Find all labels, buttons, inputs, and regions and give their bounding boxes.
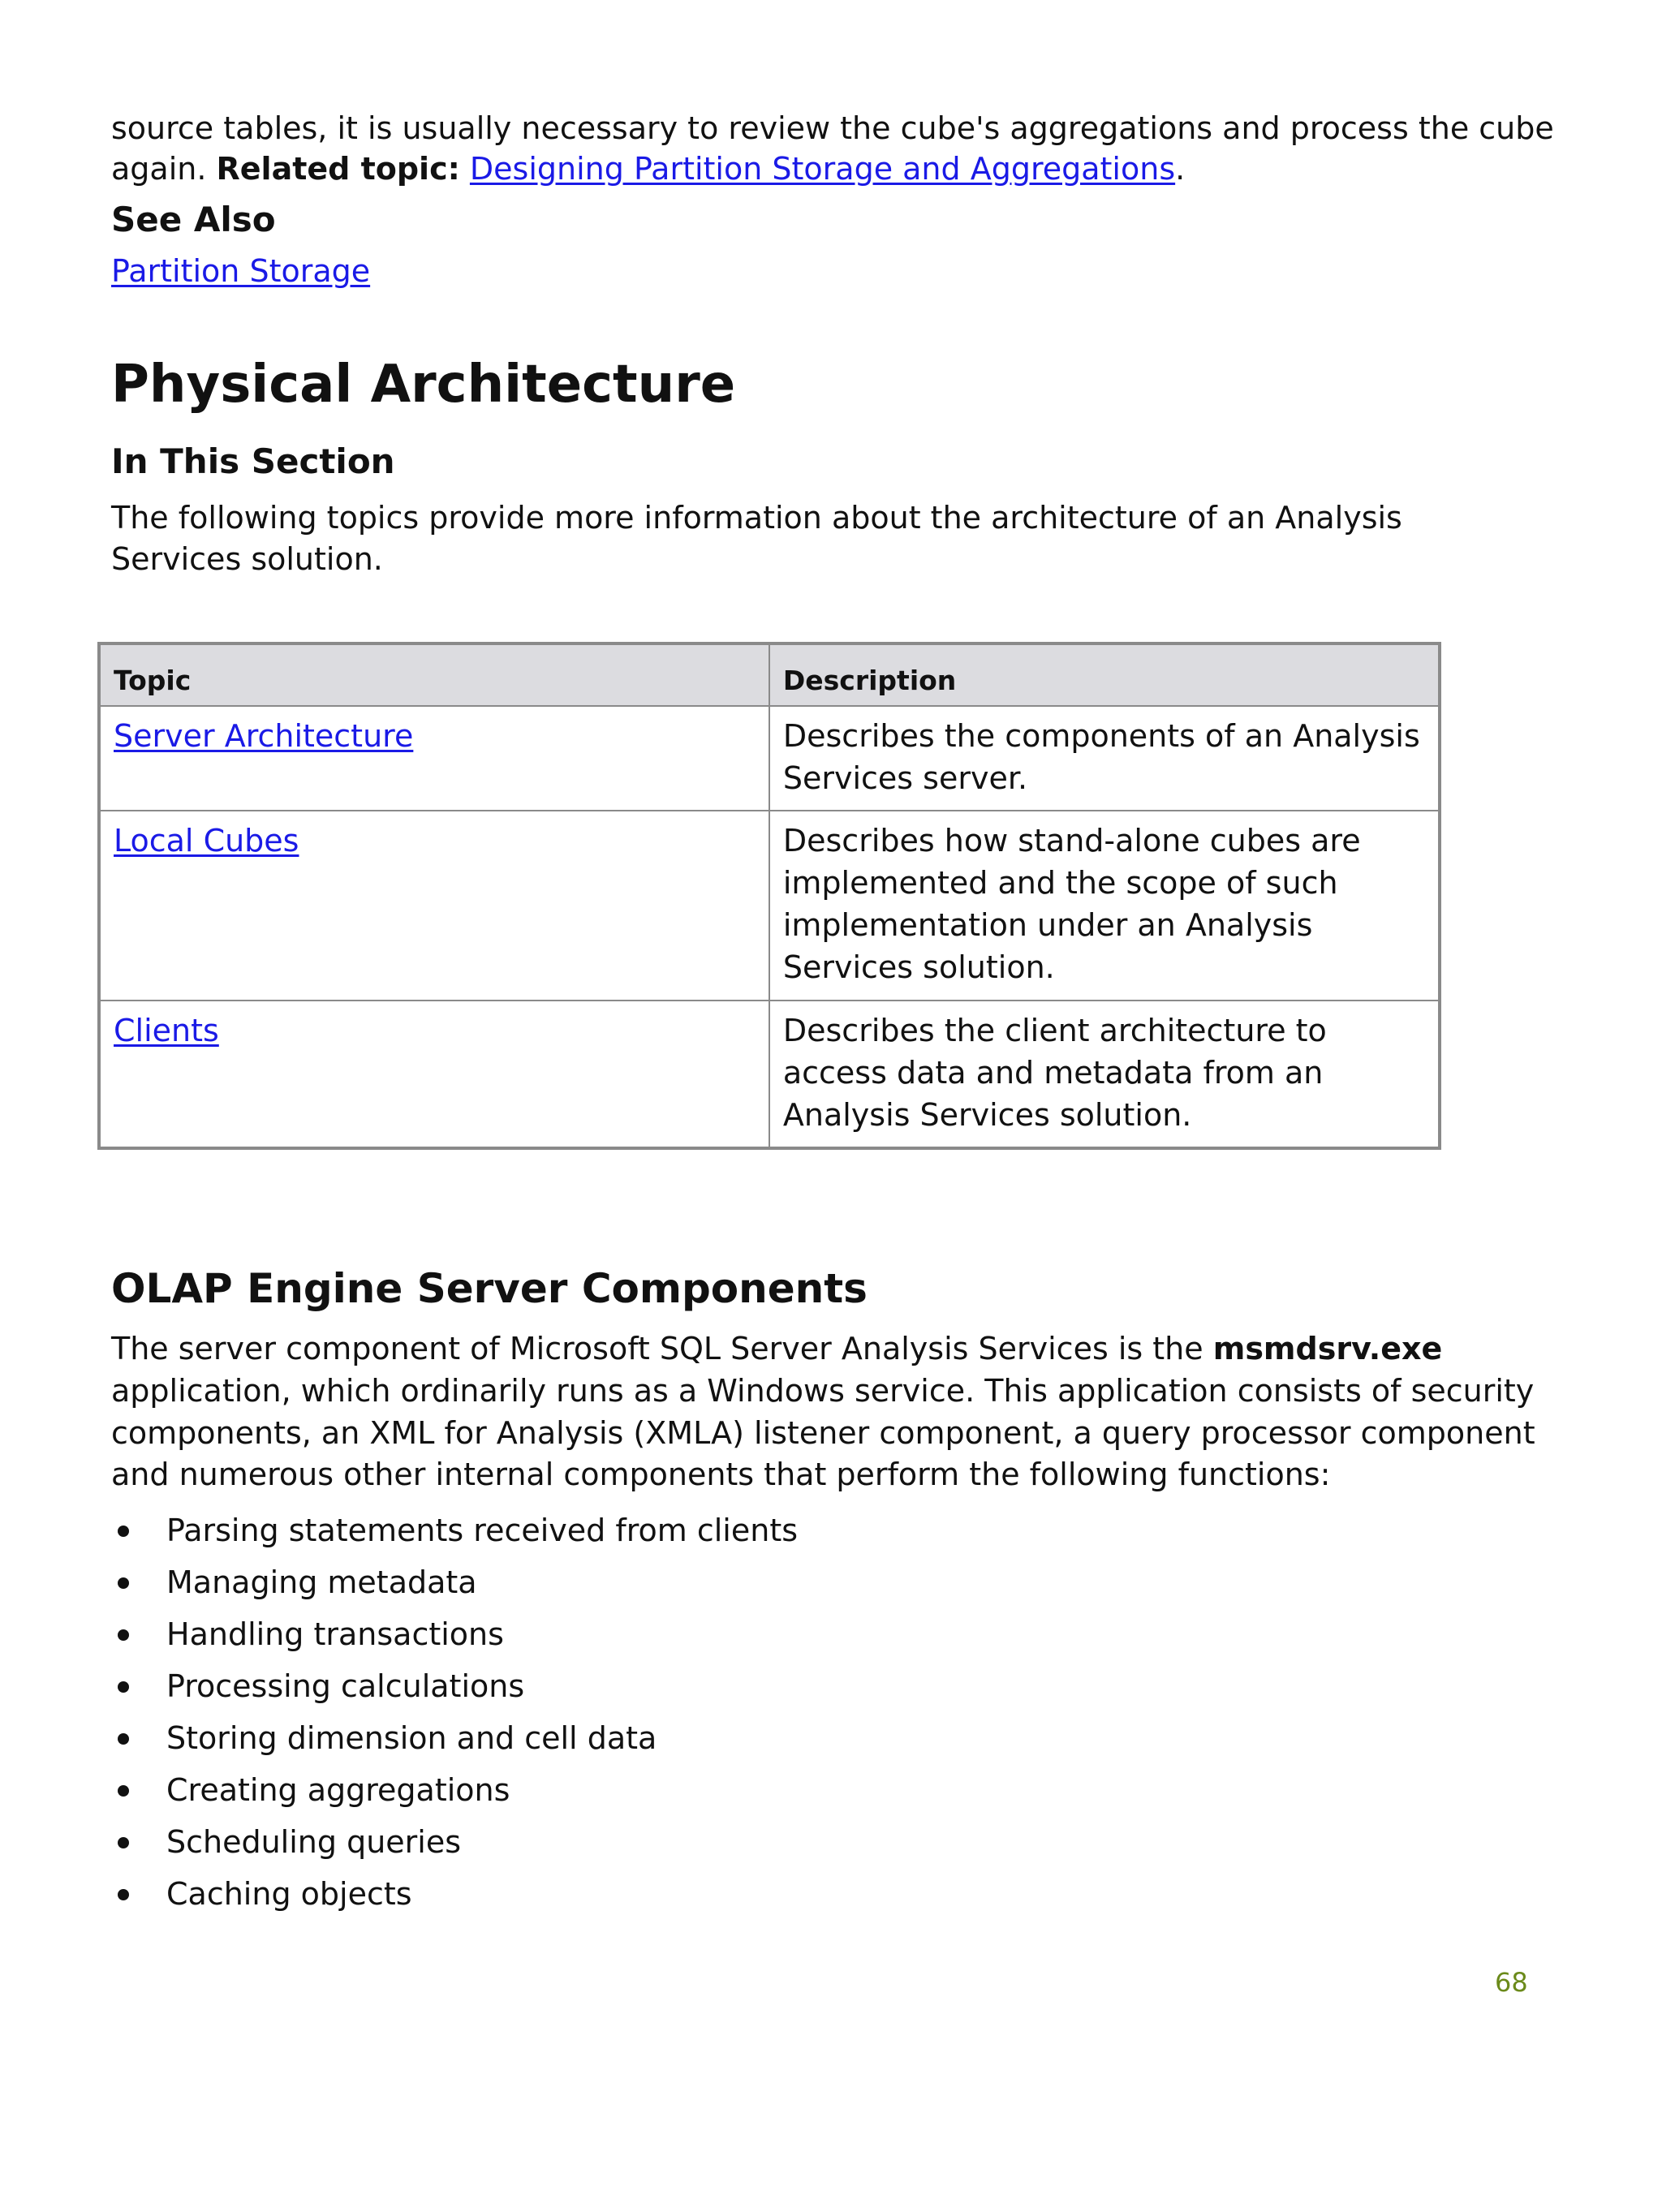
related-topic-label: Related topic: [216, 151, 460, 187]
olap-paragraph-text: The server component of Microsoft SQL Server Analysis Services is the [111, 1331, 1203, 1366]
bullet-icon [118, 1577, 129, 1589]
list-item: Scheduling queries [112, 1816, 798, 1868]
intro-again-text: again. [111, 151, 207, 187]
bullet-icon [118, 1526, 129, 1537]
list-item: Handling transactions [112, 1608, 798, 1660]
column-header-topic: Topic [99, 643, 769, 706]
intro-line-2 [111, 148, 1185, 190]
server-architecture-link[interactable]: Server Architecture [114, 718, 414, 754]
bullet-icon [118, 1837, 129, 1848]
see-also-item [111, 250, 370, 292]
list-item: Creating aggregations [112, 1764, 798, 1816]
topic-cell [99, 706, 769, 811]
description-cell: Describes the client architecture to access data and metadata from an Analysis Services solution. [769, 1001, 1440, 1148]
column-header-description: Description [769, 643, 1440, 706]
in-this-section-heading: In This Section [111, 441, 395, 481]
table-row [99, 706, 1440, 811]
table-row [99, 811, 1440, 1001]
list-item: Processing calculations [112, 1660, 798, 1712]
bullet-icon [118, 1733, 129, 1745]
msmdsrv-exe-text: msmdsrv.exe [1212, 1331, 1443, 1366]
page-number: 68 [1495, 1967, 1528, 1998]
section-description-line-1: The following topics provide more information about the architecture of an Analysis [111, 500, 1402, 536]
local-cubes-link[interactable]: Local Cubes [114, 823, 299, 859]
olap-paragraph-line-2: application, which ordinarily runs as a Windows service. This application consists of security [111, 1373, 1535, 1409]
list-item: Parsing statements received from clients [112, 1504, 798, 1556]
olap-section-heading: OLAP Engine Server Components [111, 1265, 868, 1312]
table-row [99, 1001, 1440, 1148]
list-item: Caching objects [112, 1868, 798, 1920]
see-also-heading: See Also [111, 200, 276, 239]
page-title: Physical Architecture [111, 355, 736, 415]
topic-cell [99, 811, 769, 1001]
table-header-row [99, 643, 1440, 706]
designing-partition-storage-link[interactable]: Designing Partition Storage and Aggregations [469, 151, 1176, 187]
list-item: Storing dimension and cell data [112, 1712, 798, 1764]
partition-storage-link[interactable]: Partition Storage [111, 253, 371, 289]
olap-paragraph-line-3: components, an XML for Analysis (XMLA) listener component, a query processor component [111, 1415, 1535, 1451]
topic-cell [99, 1001, 769, 1148]
bullet-icon [118, 1889, 129, 1900]
intro-line-1: source tables, it is usually necessary to review the cube's aggregations and process the cube [111, 110, 1554, 146]
bullet-icon [118, 1681, 129, 1693]
description-cell: Describes how stand-alone cubes are implemented and the scope of such implementation under an Analysis Services solution. [769, 811, 1440, 1001]
functions-list [112, 1504, 798, 1920]
description-cell: Describes the components of an Analysis Services server. [769, 706, 1440, 811]
bullet-icon [118, 1629, 129, 1641]
olap-paragraph-line-1 [111, 1328, 1442, 1370]
topics-table [97, 642, 1441, 1150]
list-item: Managing metadata [112, 1556, 798, 1608]
section-description-line-2: Services solution. [111, 541, 383, 577]
clients-link[interactable]: Clients [114, 1013, 219, 1048]
intro-period: . [1175, 151, 1186, 187]
olap-paragraph-line-4: and numerous other internal components that perform the following functions: [111, 1457, 1331, 1492]
bullet-icon [118, 1785, 129, 1797]
